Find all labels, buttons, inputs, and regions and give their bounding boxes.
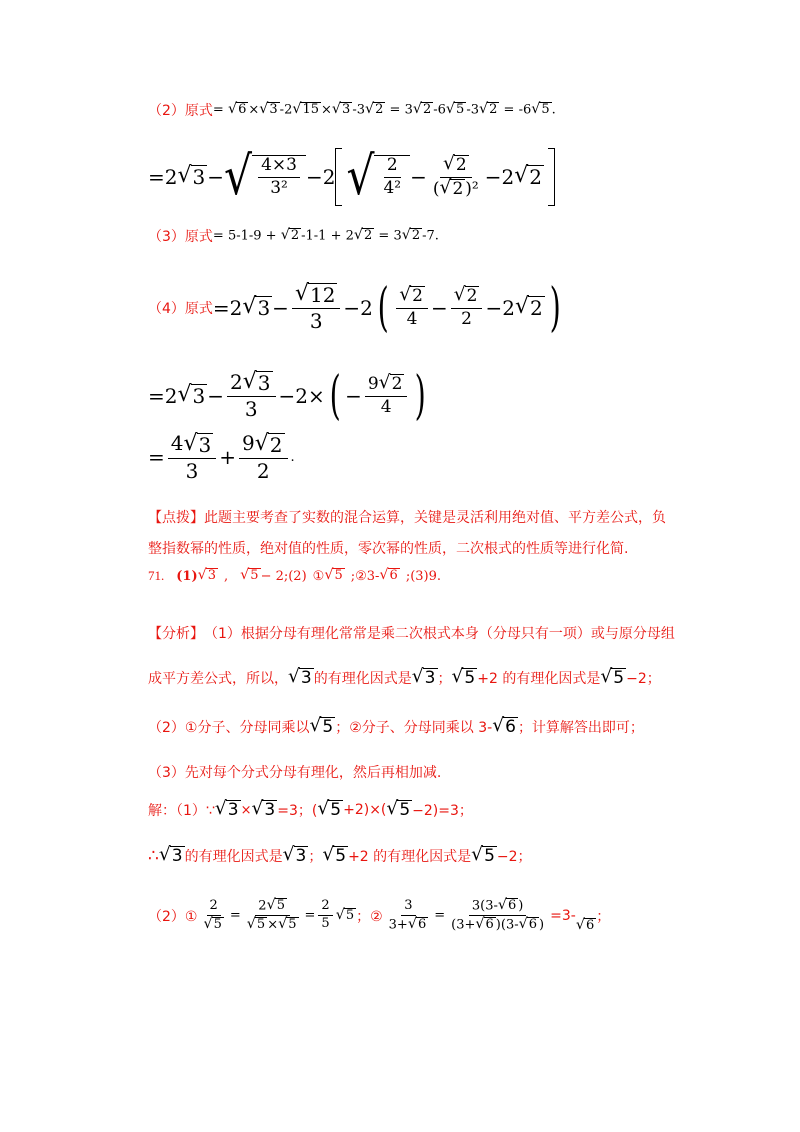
therefore-symbol: ∴ <box>148 846 159 867</box>
analysis-line-2: 成平方差公式，所以， √ 3 的有理化因式是 √ 3 ； √ 5 +2 的有理化因式是 √ 5 −2； <box>148 666 661 688</box>
solution-line-3 <box>148 226 439 246</box>
solution-line-2 <box>148 100 556 120</box>
hint-text: 整指数幂的性质，绝对值的性质，零次幂的性质，二次根式的性质等进行化简. <box>148 541 629 557</box>
analysis-line-4: （3）先对每个分式分母有理化，然后再相加减. <box>148 765 442 781</box>
solution-line-5: =2 √ 3 − 2 √ 3 3 −2× ( − 9 √ 2 4 ) <box>148 366 427 426</box>
solution-line-2b: =2 √ 3 − √ 4×3 3² −2 √ 2 4² − √ 2 ( √ 2 )² −2 √ 2 <box>148 148 555 206</box>
solution-line-1: 解：（1）∵ √ 3 × √ 3 =3；( √ 5 +2)×( √ 5 −2)=3； <box>148 798 473 820</box>
item-number: （2） <box>148 103 185 119</box>
question-71-answer: 71. (1) √ 3 , √ 5 − 2 ;(2) ① √ 5 ;②3- √ 6 ;(3)9. <box>148 567 442 584</box>
hint-line-2 <box>148 538 628 558</box>
item-number: （4） <box>148 301 185 317</box>
label-yuanshi: 原式 <box>184 103 213 119</box>
analysis-line-1: 【分析】 （1）根据分母有理化常常是乘二次根式本身（分母只有一项）或与原分母组 <box>148 623 675 643</box>
formula: = √ 6 × √ 3 -2 √ 15 × √ 3 -3 √ 2 = 3 √ 2 -6 √ 5 -3 √ 2 = -6 √ 5 . <box>212 101 556 118</box>
hint-line-1 <box>148 507 666 527</box>
analysis-line-3: （2）①分子、分母同乘以 √ 5 ；②分子、分母同乘以 3- √ 6 ；计算解答出即可； <box>148 715 644 737</box>
solution-therefore-line: ∴ √ 3 的有理化因式是 √ 3 ； √ 5 +2 的有理化因式是 √ 5 −2； <box>148 844 532 867</box>
label-yuanshi: 原式 <box>184 229 213 245</box>
solution-line-4 <box>148 278 565 338</box>
formula: =2 √ 3 − √ 12 3 −2 ( √ 2 4 − √ 2 2 −2 √ 2 ) <box>212 278 561 338</box>
formula: = 5-1-9 + √ 2 -1-1 + 2 √ 2 = 3 √ 2 -7. <box>212 227 439 244</box>
solution-line-6: = 4 √ 3 3 + 9 √ 2 2 . <box>148 430 295 483</box>
hint-text: 此题主要考查了实数的混合运算，关键是灵活利用绝对值、平方差公式，负 <box>204 510 666 526</box>
label-yuanshi: 原式 <box>184 301 213 317</box>
item-number: （3） <box>148 229 185 245</box>
solution-line-last: （2）① 2 √ 5 = 2 √ 5 √ 5 × √ 5 = $\frac{2}{5}$ √ 5 ；② 3 3+ √ 6 = 3(3- √ 6 ) (3+ √ 6 )(3- √ 6 ) =3- √ 6 ； <box>148 897 611 933</box>
hint-tag: 【点拨】 <box>148 510 204 526</box>
question-number: 71. <box>148 568 165 583</box>
analysis-tag: 【分析】 <box>148 626 204 642</box>
